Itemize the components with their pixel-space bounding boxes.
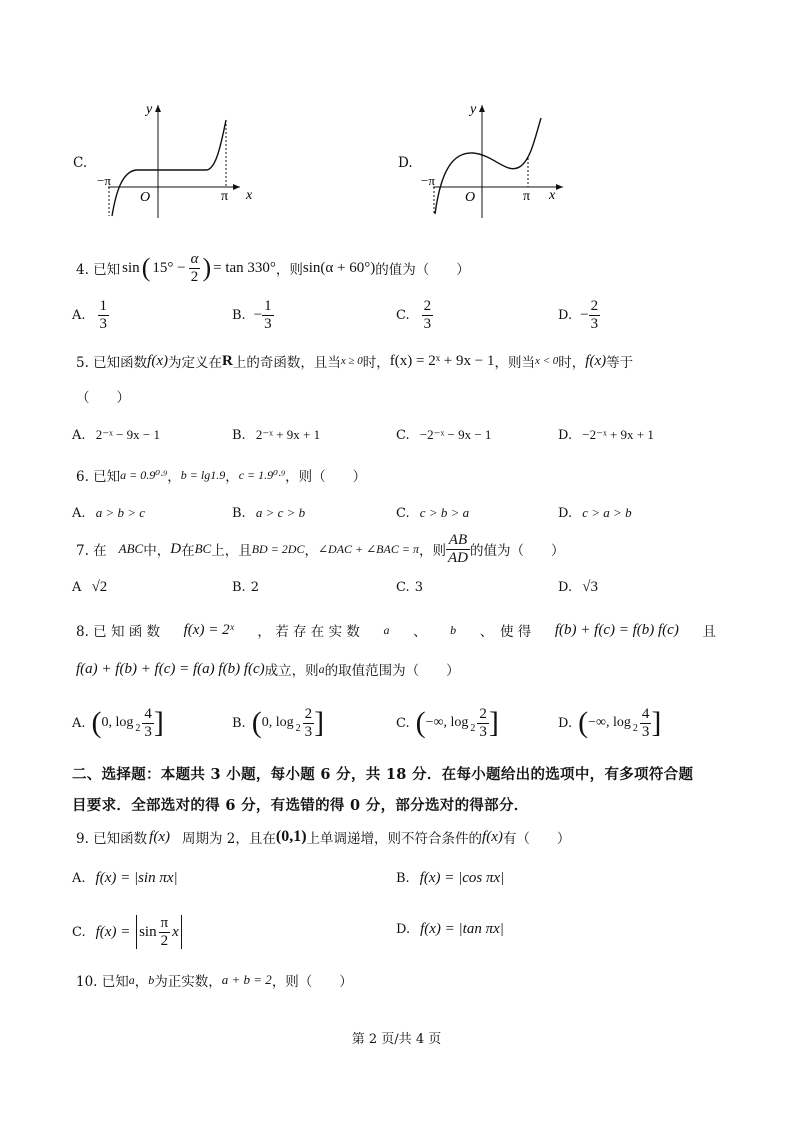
option-label: D. <box>558 308 573 323</box>
option-text: a > c > b <box>255 505 306 520</box>
option-d-graph <box>395 100 575 225</box>
q6-sep1: ， <box>167 469 181 485</box>
question-10 <box>76 970 353 990</box>
q5-line2: （ ） <box>76 390 130 406</box>
option-text: f(x) = |cos πx| <box>419 870 505 886</box>
q8-a: a <box>383 622 390 637</box>
q6-option-d[interactable] <box>558 502 632 521</box>
bracket-close: ] <box>314 706 325 739</box>
q9-fx2: f(x) <box>482 828 503 845</box>
q7-D: D <box>170 540 182 557</box>
question-8-line2 <box>76 659 460 679</box>
q7-abc: ABC <box>118 541 144 556</box>
option-label: D. <box>558 715 573 731</box>
frac-den: 3 <box>479 723 487 740</box>
q7-BC: BC <box>194 541 212 556</box>
frac-den: AD <box>447 549 468 566</box>
q10-text-c: ，则（ ） <box>271 974 353 990</box>
q7-text-b: 中， <box>143 543 171 559</box>
option-sub: 2 <box>470 722 476 734</box>
option-sub: 2 <box>295 722 301 734</box>
curve <box>112 120 229 216</box>
option-label: C. <box>396 580 410 595</box>
frac-den: 3 <box>264 316 272 332</box>
option-label: A. <box>72 871 86 886</box>
q9-text-b: 周期为 2，且在 <box>182 831 276 847</box>
q8-text-f: 成立，则 <box>264 663 319 679</box>
option-sign: − <box>580 307 589 323</box>
q4-option-c[interactable] <box>396 298 433 333</box>
q5-text-b: 为定义在 <box>168 355 222 371</box>
q4-options <box>72 298 692 340</box>
option-text: f(x) = |sin πx| <box>95 870 178 886</box>
option-d-label: D. <box>398 155 413 171</box>
option-label: A. <box>72 506 86 521</box>
q6-c-def: c = 1.9⁰·⁹ <box>238 467 286 482</box>
option-pre: f(x) = <box>95 923 135 940</box>
q7-frac <box>446 532 470 567</box>
q9-option-b[interactable] <box>396 870 504 887</box>
option-label: C. <box>396 308 410 323</box>
q5-cond1: x ≥ 0 <box>340 355 363 367</box>
option-label: B. <box>232 308 246 323</box>
option-pre: −∞, log <box>588 715 631 730</box>
y-axis-arrow <box>155 105 161 112</box>
frac-den: 3 <box>99 316 108 332</box>
option-label: D. <box>558 428 573 443</box>
q6-b-def: b = lg1.9 <box>180 467 226 482</box>
neg-pi-label: −π <box>97 173 111 188</box>
q5-R: R <box>222 352 233 369</box>
origin-label: O <box>140 190 151 205</box>
q4-option-a[interactable] <box>72 298 109 333</box>
bracket-open: ( <box>251 706 262 739</box>
q7-text-c: 在 <box>181 543 195 559</box>
q5-fx: f(x) <box>147 352 168 369</box>
option-text: a > b > c <box>95 505 146 520</box>
q7-option-a[interactable] <box>72 576 107 596</box>
q9-text-d: 有（ ） <box>502 831 571 847</box>
q6-options <box>72 502 712 522</box>
q8-fx-def: f(x) = 2ˣ <box>183 621 234 638</box>
q10-text-a: 10. 已知 <box>76 974 129 990</box>
q8-text-a: 8. 已 知 函 数 <box>76 624 161 640</box>
option-sign: − <box>253 307 263 323</box>
q4-sin: sin <box>122 259 140 276</box>
option-sub: 2 <box>135 722 141 734</box>
q7-text-a: 7. 在 <box>76 543 107 559</box>
q5-option-b[interactable] <box>232 424 320 443</box>
q8-a2: a <box>318 661 325 676</box>
q8-option-d[interactable] <box>558 701 661 745</box>
q5-text-g: 等于 <box>606 355 634 371</box>
q7-eq1: BD = 2DC <box>251 541 305 556</box>
option-sub: 2 <box>632 722 638 734</box>
q10-b: b <box>148 972 155 987</box>
option-c-graph <box>70 100 253 225</box>
q10-text-b: 为正实数， <box>154 974 222 990</box>
q7-eq2: ∠DAC + ∠BAC = π <box>317 541 419 556</box>
option-pre: 0, log <box>261 715 294 730</box>
q8-options <box>72 701 712 745</box>
question-4 <box>76 248 470 288</box>
option-label: C. <box>396 428 410 443</box>
option-c-label: C. <box>73 155 88 171</box>
option-label: B. <box>396 871 410 886</box>
q4-frac-den: 2 <box>190 268 199 285</box>
question-5 <box>76 348 633 374</box>
option-label: A. <box>72 715 86 731</box>
frac-num: 4 <box>641 705 650 722</box>
x-label: x <box>549 188 556 203</box>
q5-option-c[interactable] <box>396 424 491 443</box>
frac-den: 3 <box>590 316 599 332</box>
option-label: A. <box>72 428 86 443</box>
page-footer: 第 2 页/共 4 页 <box>351 1032 442 1047</box>
q5-text-f: 时， <box>558 355 586 371</box>
option-text: c > b > a <box>419 505 470 520</box>
abs-bar-left <box>136 915 137 949</box>
q5-text-a: 5. 已知函数 <box>76 355 148 371</box>
bracket-close: ] <box>651 706 662 739</box>
frac-den: 3 <box>144 723 152 740</box>
q4-tail: 的值为（ ） <box>375 262 470 278</box>
q4-eq: = tan 330° <box>213 259 276 276</box>
q7-option-b[interactable] <box>232 576 259 595</box>
option-text: 2⁻ˣ + 9x + 1 <box>255 427 321 442</box>
bracket-open: ( <box>578 706 589 739</box>
option-text: √3 <box>582 579 598 595</box>
q7-option-c[interactable] <box>396 576 423 595</box>
q7-sep: ， <box>304 543 318 559</box>
q9-option-a[interactable] <box>72 870 178 887</box>
q6-a-def: a = 0.9⁰·⁹ <box>120 467 168 482</box>
option-label: D. <box>558 580 573 595</box>
graph-d-svg <box>415 100 575 225</box>
frac-den: 3 <box>304 723 313 740</box>
bracket-open: ( <box>91 706 102 739</box>
q5-option-a[interactable] <box>72 424 160 443</box>
option-var: x <box>172 923 179 940</box>
option-label: D. <box>558 506 573 521</box>
q8-b: b <box>450 622 457 637</box>
option-text: √2 <box>91 579 108 595</box>
q8-text-d: 、 使 得 <box>479 624 532 640</box>
question-6 <box>76 465 366 485</box>
q8-option-c[interactable] <box>396 701 499 745</box>
frac-num: 2 <box>304 705 313 722</box>
q8-eq2: f(a) + f(b) + f(c) = f(a) f(b) f(c) <box>76 660 265 677</box>
q7-text-e: ，则 <box>418 543 446 559</box>
frac-den: 2 <box>160 932 169 949</box>
q5-options <box>72 424 712 444</box>
frac-den: 3 <box>641 723 650 740</box>
q9-fx: f(x) <box>149 828 170 845</box>
option-pre: 0, log <box>101 715 134 730</box>
q10-sep: ， <box>134 974 149 990</box>
x-axis-arrow <box>233 184 240 190</box>
option-text: f(x) = |tan πx| <box>420 921 504 937</box>
option-label: A. <box>72 308 86 323</box>
y-axis-arrow <box>479 105 485 112</box>
q8-text-e: 且 <box>702 624 716 640</box>
x-label: x <box>246 188 253 203</box>
option-label: D. <box>396 922 411 937</box>
q8-text-c: 、 <box>413 624 427 640</box>
q8-option-a[interactable] <box>72 701 164 745</box>
option-label: C. <box>72 924 86 940</box>
q5-text-e: ，则当 <box>494 355 535 371</box>
q5-text-c: 上的奇函数，且当 <box>232 355 341 371</box>
bracket-close: ] <box>488 706 499 739</box>
x-axis-arrow <box>556 184 563 190</box>
q5-option-d[interactable] <box>558 424 654 443</box>
pi-label: π <box>523 189 531 204</box>
y-label: y <box>470 102 477 117</box>
q4-number: 4. 已知 <box>76 262 121 278</box>
q6-sep2: ， <box>225 469 239 485</box>
frac-den: 3 <box>423 316 432 332</box>
q4-frac-num: α <box>190 250 199 267</box>
option-text: −2⁻ˣ − 9x − 1 <box>419 427 492 442</box>
q8-option-b[interactable] <box>232 701 324 745</box>
option-text: 3 <box>414 580 423 595</box>
option-sin: sin <box>139 923 157 940</box>
q7-option-d[interactable] <box>558 576 598 596</box>
q7-text-d: 上，且 <box>211 543 252 559</box>
section-2-heading-cont: 目要求．全部选对的得 6 分，有选错的得 0 分，部分选对的得部分． <box>72 797 529 814</box>
option-label: B. <box>232 715 246 731</box>
question-7 <box>76 528 564 570</box>
q6-option-a[interactable] <box>72 502 145 521</box>
q7-tail: 的值为（ ） <box>469 543 565 559</box>
q4-expr2: sin(α + 60°) <box>302 259 376 276</box>
q7-options <box>72 576 712 596</box>
q5-cond2: x < 0 <box>534 355 559 367</box>
section-2-heading: 二、选择题：本题共 3 小题，每小题 6 分，共 18 分．在每小题给出的选项中，有多项符合题 <box>72 766 694 783</box>
abs-bar-right <box>181 915 182 949</box>
graph-c-svg <box>90 100 253 225</box>
q6-option-c[interactable] <box>396 502 469 521</box>
bracket-open: ( <box>415 706 426 739</box>
option-text: −2⁻ˣ + 9x + 1 <box>582 427 654 442</box>
q6-text-a: 6. 已知 <box>76 469 121 485</box>
q9-option-d[interactable] <box>396 921 504 938</box>
q4-option-b[interactable] <box>232 298 274 333</box>
option-text: 2 <box>250 580 260 595</box>
question-8-line1 <box>76 620 716 640</box>
frac-num: 1 <box>264 298 272 314</box>
q4-paren: ( <box>141 253 151 282</box>
q4-inner: 15° − <box>152 259 186 276</box>
bracket-close: ] <box>153 706 164 739</box>
q9-option-c[interactable] <box>72 912 182 952</box>
frac-num: 1 <box>99 298 108 314</box>
q10-eq: a + b = 2 <box>221 972 272 987</box>
q4-paren-close: ) <box>202 253 212 282</box>
option-label: B. <box>232 428 246 443</box>
question-9 <box>76 827 570 847</box>
q6-tail: ，则（ ） <box>285 469 367 485</box>
q8-eq1: f(b) + f(c) = f(b) f(c) <box>554 621 679 638</box>
q4-mid: ，则 <box>275 262 303 278</box>
pi-label: π <box>221 189 229 204</box>
option-label: B. <box>232 580 246 595</box>
q5-fx2: f(x) <box>585 352 607 369</box>
frac-num: 4 <box>144 705 152 722</box>
neg-pi-label: −π <box>421 173 435 188</box>
option-label: C. <box>396 506 410 521</box>
q10-a: a <box>128 972 135 987</box>
frac-num: 2 <box>423 298 432 314</box>
q5-expr1: f(x) = 2ˣ + 9x − 1 <box>389 352 495 369</box>
q8-text-b: ， 若 存 在 实 数 <box>257 624 360 640</box>
q9-text-c: 上单调递增，则不符合条件的 <box>306 831 483 847</box>
option-text: c > a > b <box>582 505 632 520</box>
frac-num: 2 <box>479 705 487 722</box>
q4-frac <box>189 251 201 286</box>
q9-text-a: 9. 已知函数 <box>76 831 148 847</box>
frac-num: π <box>160 914 169 931</box>
q8-text-g: 的取值范围为（ ） <box>324 663 460 679</box>
frac-num: AB <box>446 532 470 550</box>
q6-option-b[interactable] <box>232 502 305 521</box>
option-label: A <box>72 580 82 595</box>
option-pre: −∞, log <box>425 715 469 730</box>
frac-num: 2 <box>590 298 599 314</box>
option-label: C. <box>396 715 410 731</box>
y-label: y <box>146 102 153 117</box>
q5-text-d: 时， <box>362 355 390 371</box>
q9-interval: (0,1) <box>275 828 307 845</box>
option-text: 2⁻ˣ − 9x − 1 <box>95 427 160 442</box>
origin-label: O <box>465 190 476 205</box>
option-label: B. <box>232 506 246 521</box>
q4-option-d[interactable] <box>558 298 600 333</box>
